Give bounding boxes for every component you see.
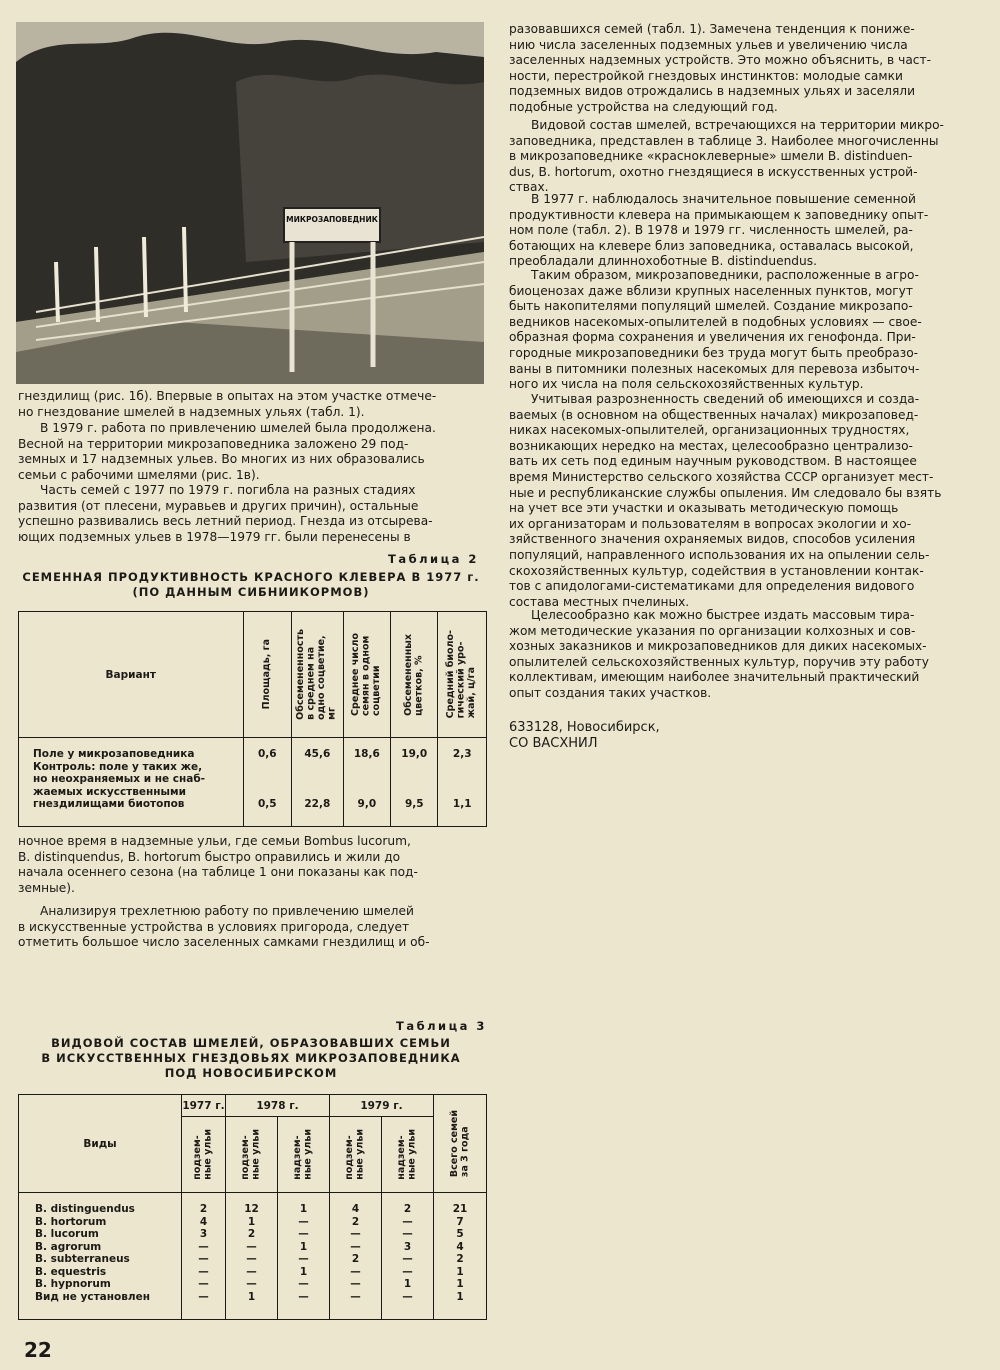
right-paragraph-3: В 1977 г. наблюдалось значительное повышение семенной продуктивности клевера на примыкающем к заповеднику опыт- ном поле (табл. 2). В 1978 и 1979 гг. численность шмелей, ра- ботающих на клевере близ заповедника, оставалась высокой, преобладали длиннохоботные B. distinduendus. xyxy=(509,192,929,269)
left-paragraph-3: Часть семей с 1977 по 1979 г. погибла на разных стадиях развития (от плесени, муравьев и других причин), остальные успешно развивались весь летний период. Гнезда из отсырева- ющих подземных ульев в 1978—1979 гг. были перенесены в xyxy=(18,483,433,544)
right-paragraph-6: Целесообразно как можно быстрее издать массовым тира- жом методические указания по организации колхозных и сов- хозных заказников и микрозаповедников для диких насекомых- опылителей сельскохозяйственных культур, поручив эту работу коллективам, имеющим наиболее значительный практический опыт создания таких участков. xyxy=(509,608,929,700)
table3-header-1978-over: надзем- ные ульи xyxy=(292,1129,314,1180)
table2-header-flowers: Обсемененных цветков, % xyxy=(402,633,425,716)
table3 xyxy=(18,1094,487,1320)
table3-header-1977-under: подзем- ные ульи xyxy=(192,1129,214,1180)
right-paragraph-1: разовавшихся семей (табл. 1). Замечена тенденция к пониже- нию числа заселенных подземных ульев и увеличению числа заселенных надземных устройств. Это можно объяснить, в част- ности, перестройкой гнездовых инстинктов: молодые самки подземных видов отрождались в надземных ульях и заселяли подобные устройства на следующий год. xyxy=(509,22,931,114)
author-address: 633128, Новосибирск, СО ВАСХНИЛ xyxy=(509,720,660,751)
left-paragraph-2: В 1979 г. работа по привлечению шмелей была продолжена. Весной на территории микрозаповедника заложено 29 под- земных и 17 надземных ульев. Во многих из них образовались семьи с рабочими шмелями (рис. 1в). xyxy=(18,421,436,482)
table2-header-weight: Обсемененность в среднем на одно соцветие, мг xyxy=(295,629,338,720)
sign-board xyxy=(284,208,380,242)
sign-text: МИКРОЗАПОВЕДНИК xyxy=(286,215,378,224)
table2-header-variant: Вариант xyxy=(19,612,244,738)
table3-header-species: Виды xyxy=(19,1095,182,1193)
table3-header-1977: 1977 г. xyxy=(182,1095,226,1117)
table3-header-1979-over: надзем- ные ульи xyxy=(396,1129,418,1180)
table3-header-1979: 1979 г. xyxy=(330,1095,434,1117)
table2-label: Таблица 2 xyxy=(388,552,479,566)
table3-header-total: Всего семей за 3 года xyxy=(448,1109,470,1178)
table3-header-1978-under: подзем- ные ульи xyxy=(240,1129,262,1180)
table2-title: СЕМЕННАЯ ПРОДУКТИВНОСТЬ КРАСНОГО КЛЕВЕРА В 1977 г. (ПО ДАННЫМ СИБНИИКОРМОВ) xyxy=(22,570,480,599)
table3-header-1978: 1978 г. xyxy=(226,1095,330,1117)
microreserve-photo xyxy=(16,22,484,384)
table-row: B. distinguendus B. hortorum B. lucorum B. agrorum B. subterraneus B. equestris B. hypnorum Вид не установлен 2 4 3 — — — — — 12 1 2 — — — — 1 1 — — 1 — 1 — — 4 2 — — 2 — — — 2 — — 3 — — 1 — 21 7 5 4 2 1 1 1 xyxy=(19,1193,487,1320)
left-paragraph-1: гнездилищ (рис. 1б). Впервые в опытах на этом участке отмече- но гнездование шмелей в надземных ульях (табл. 1). xyxy=(18,389,437,419)
right-paragraph-2: Видовой состав шмелей, встречающихся на территории микро- заповедника, представлен в таблице 3. Наиболее многочисленны в микрозаповеднике «красноклеверные» шмели B. distinduen- dus, B. hortorum, охотно гнездящиеся в искусственных устрой- ствах. xyxy=(509,118,944,195)
photo-illustration xyxy=(16,22,484,384)
table2 xyxy=(18,611,487,827)
left-paragraph-5: Анализируя трехлетнюю работу по привлечению шмелей в искусственные устройства в условиях пригорода, следует отметить большое число заселенных самками гнездилищ и об- xyxy=(18,904,430,950)
table2-header-seeds: Среднее число семян в одном соцветии xyxy=(350,633,383,716)
right-paragraph-4: Таким образом, микрозаповедники, расположенные в агро- биоценозах даже вблизи крупных населенных пунктов, могут быть накопителями популяций шмелей. Создание микрозапо- ведников насекомых-опылителей в подобных условиях — свое- образная форма сохранения и увеличения их генофонда. При- городные микрозаповедники без труда могут быть преобразо- ваны в питомники полезных насекомых для перевоза избыточ- ного их числа на поля сельскохозяйственных культур. xyxy=(509,268,922,392)
table2-header-area: Площадь, га xyxy=(260,639,272,710)
table3-header-1979-under: подзем- ные ульи xyxy=(344,1129,366,1180)
page-number: 22 xyxy=(24,1338,52,1362)
left-paragraph-4: ночное время в надземные ульи, где семьи Bombus lucorum, B. distinquendus, B. hortorum быстро оправились и жили до начала осеннего сезона (на таблице 1 они показаны как под- земные). xyxy=(18,834,418,895)
right-paragraph-5: Учитывая разрозненность сведений об имеющихся и созда- ваемых (в основном на общественных началах) микрозаповед- никах насекомых-опылителей, организационных трудностях, возникающих нередко на местах, целесообразно централизо- вать их сеть под единым научным руководством. В настоящее время Министерство сельского хозяйства СССР организует мест- ные и республиканские службы опыления. Им следовало бы взять на учет все эти участки и оказывать методическую помощь их организаторам и пользователям в вопросах экологии и хо- зяйственного значения охраняемых видов, способов усиления популяций, направленного использования их на опылении сель- скохозяйственных культур, содействия в установлении контак- тов с апидологами-систематиками для определения видового состава местных пчелиных. xyxy=(509,392,942,609)
table2-header-yield: Средний биоло- гический уро- жай, ц/га xyxy=(445,630,478,719)
table-row: Поле у микрозаповедника Контроль: поле у таких же, но неохраняемых и не снаб- жаемых искусственными гнездилищами биотопов 0,6 0,5 45,6 22,8 18,6 9,0 19,0 9,5 2,3 1,1 xyxy=(19,738,487,827)
table3-label: Таблица 3 xyxy=(396,1019,487,1033)
table3-title: ВИДОВОЙ СОСТАВ ШМЕЛЕЙ, ОБРАЗОВАВШИХ СЕМЬИ В ИСКУССТВЕННЫХ ГНЕЗДОВЬЯХ МИКРОЗАПОВЕДНИКА ПОД НОВОСИБИРСКОМ xyxy=(41,1036,461,1080)
